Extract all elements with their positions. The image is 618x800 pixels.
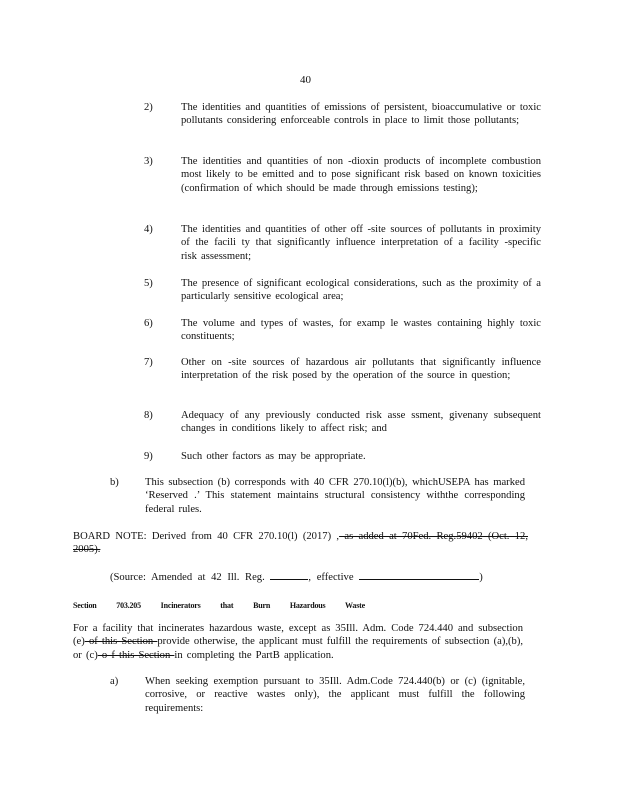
item-text: Other on -site sources of hazardous air pollutants that significantly influence interpretation of the risk posed by the operation of the source in question; [181, 357, 541, 382]
item-number: 9) [144, 451, 153, 462]
board-note [73, 530, 528, 557]
item-text: The presence of significant ecological considerations, such as the proximity of a particularly sensitive ecological area; [181, 278, 541, 303]
page-number: 40 [300, 74, 311, 86]
item-number: 6) [144, 318, 153, 329]
board-note-text: BOARD NOTE: Derived from 40 CFR 270.10(l) (2017) , [73, 531, 340, 542]
source-middle: , effective [308, 572, 354, 583]
subsection-number: b) [110, 477, 119, 488]
paragraph-struck-2: o f this Section [97, 649, 175, 661]
item-number: 4) [144, 224, 153, 235]
item-text: The identities and quantities of emissions of persistent, bioaccumulative or toxic pollutants considering enforceable controls in place to limit those pollutants; [181, 102, 541, 127]
source-suffix: ) [479, 572, 483, 583]
paragraph-text-3: in completing the PartB application. [174, 649, 334, 661]
board-note-struck-text: as added at 70Fed. Reg.59402 (Oct. 12, 2005). [73, 531, 528, 556]
item-number: 8) [144, 410, 153, 421]
paragraph-struck-1: of this Section [84, 636, 158, 648]
item-number: 2) [144, 102, 153, 113]
item-number: 7) [144, 357, 153, 368]
section-paragraph [73, 622, 523, 662]
paragraph-text-1: For a facility that incinerates hazardous waste, except as 35Ill. Adm. Code 724.440 and subsection (e) [73, 623, 523, 648]
section-heading: Section 703.205 Incinerators that Burn Hazardous Waste [73, 601, 365, 610]
item-text: The volume and types of wastes, for examp le wastes containing highly toxic constituents; [181, 318, 541, 343]
source-prefix: (Source: Amended at 42 Ill. Reg. [110, 572, 265, 583]
item-number: 3) [144, 156, 153, 167]
subsection-number: a) [110, 676, 119, 687]
item-text: The identities and quantities of other off -site sources of pollutants in proximity of the facili ty that significantly influence interpretation of a facility -specific risk assessment; [181, 224, 541, 262]
item-text: Such other factors as may be appropriate. [181, 451, 366, 462]
item-text: Adequacy of any previously conducted risk asse ssment, givenany subsequent changes in conditions likely to affect risk; and [181, 410, 541, 435]
item-number: 5) [144, 278, 153, 289]
subsection-text: When seeking exemption pursuant to 35Ill. Adm.Code 724.440(b) or (c) (ignitable, corrosive, or reactive wastes only), the applicant must fulfill the following requirements: [145, 676, 525, 714]
item-text: The identities and quantities of non -dioxin products of incomplete combustion most likely to be emitted and to pose significant risk based on known toxicities (confirmation of which should be made through emissions testing); [181, 156, 541, 194]
blank-reg-number [270, 569, 308, 580]
source-note [110, 569, 483, 584]
paragraph-text-2: provide otherwise, the applicant must fulfill the requirements of subsection (a),(b), or (c) [73, 636, 523, 661]
blank-effective-date [359, 569, 479, 580]
subsection-text: This subsection (b) corresponds with 40 CFR 270.10(l)(b), whichUSEPA has marked ‘Reserved .’ This statement maintains structural consistency withthe corresponding federal rules. [145, 477, 525, 515]
